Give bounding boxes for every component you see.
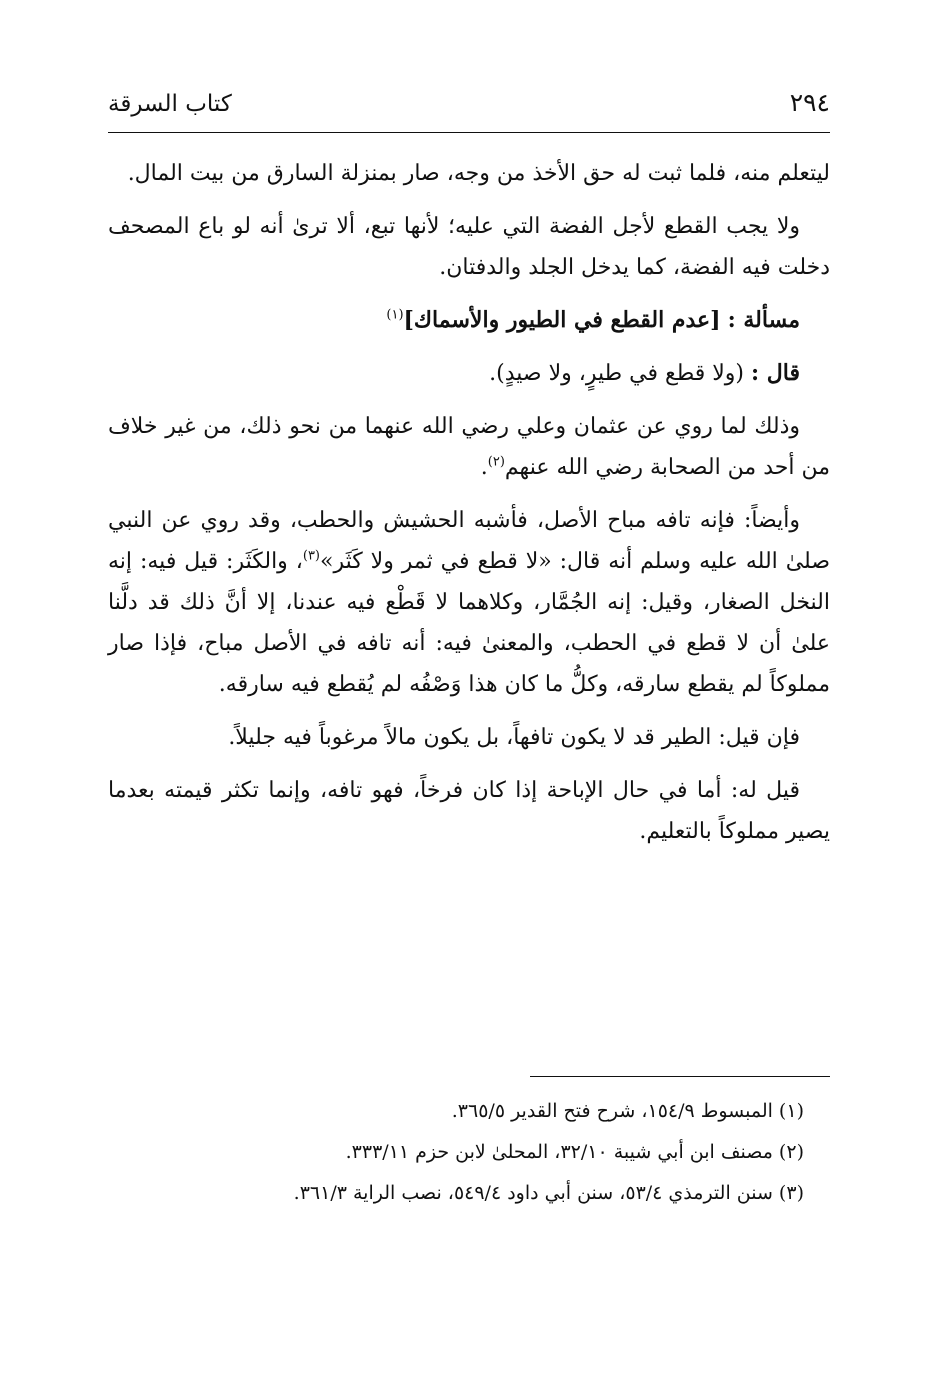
paragraph-1: ليتعلم منه، فلما ثبت له حق الأخذ من وجه، صار بمنزلة السارق من بيت المال. [127, 161, 830, 186]
footnote-ref-3: (٣) [302, 548, 320, 564]
paragraph-4 [108, 500, 830, 705]
quote-line [108, 353, 830, 394]
footnote-divider [530, 1076, 830, 1077]
heading-title: [عدم القطع في الطيور والأسماك] [403, 307, 721, 333]
footnote-ref-1: (١) [386, 307, 404, 323]
page [108, 88, 830, 864]
paragraph-3-text: وذلك لما روي عن عثمان وعلي رضي الله عنهما من نحو ذلك، من غير خلاف من أحد من الصحابة رضي الله عنهم [108, 414, 830, 480]
book-title: كتاب السرقة [108, 91, 232, 117]
footnote-1: (١) المبسوط ١٥٤/٩، شرح فتح القدير ٣٦٥/٥. [451, 1100, 804, 1122]
footnote-2: (٢) مصنف ابن أبي شيبة ٣٢/١٠، المحلىٰ لابن حزم ٣٣٣/١١. [345, 1141, 804, 1163]
footnote-3: (٣) سنن الترمذي ٥٣/٤، سنن أبي داود ٥٤٩/٤، نصب الراية ٣٦١/٣. [293, 1182, 804, 1204]
paragraph-3-end: . [480, 455, 488, 480]
quote-prefix: قال : [751, 360, 800, 386]
page-number: ٢٩٤ [789, 88, 830, 117]
paragraph-4-text-a: وأيضاً: فإنه تافه مباح الأصل، فأشبه الحشيش والحطب، وقد روي عن النبي صلىٰ الله عليه وسلم أنه قال: «لا قطع في ثمر ولا كَثَر» [108, 508, 831, 574]
paragraph-5: فإن قيل: الطير قد لا يكون تافهاً، بل يكون مالاً مرغوباً فيه جليلاً. [228, 725, 800, 750]
paragraph-3 [108, 406, 830, 488]
main-text [108, 153, 830, 852]
paragraph-2: ولا يجب القطع لأجل الفضة التي عليه؛ لأنها تبع، ألا ترىٰ أنه لو باع المصحف دخلت فيه الفضة، كما يدخل الجلد والدفتان. [108, 214, 830, 280]
section-heading [108, 300, 830, 341]
quote-text: (ولا قطع في طيرٍ، ولا صيدٍ). [489, 361, 745, 386]
paragraph-6: قيل له: أما في حال الإباحة إذا كان فرخاً، فهو تافه، وإنما تكثر قيمته بعدما يصير مملوكاً بالتعليم. [108, 778, 830, 844]
running-header [108, 88, 830, 133]
footnote-ref-2: (٢) [487, 454, 505, 470]
footnotes [108, 1076, 830, 1214]
paragraph-4-text-b: ، والكَثَر: قيل فيه: إنه النخل الصغار، وقيل: إنه الجُمَّار، وكلاهما لا قَطْع فيه عندنا، إلا أنَّ ذلك قد دلَّنا علىٰ أن لا قطع في الحطب، والمعنىٰ فيه: أنه تافه في الأصل مباح، فإذا صار مملوكاً لم يقطع سارقه، وكلُّ ما كان هذا وَصْفُه لم يُقطع فيه سارقه. [108, 549, 830, 697]
heading-prefix: مسألة : [727, 307, 800, 333]
